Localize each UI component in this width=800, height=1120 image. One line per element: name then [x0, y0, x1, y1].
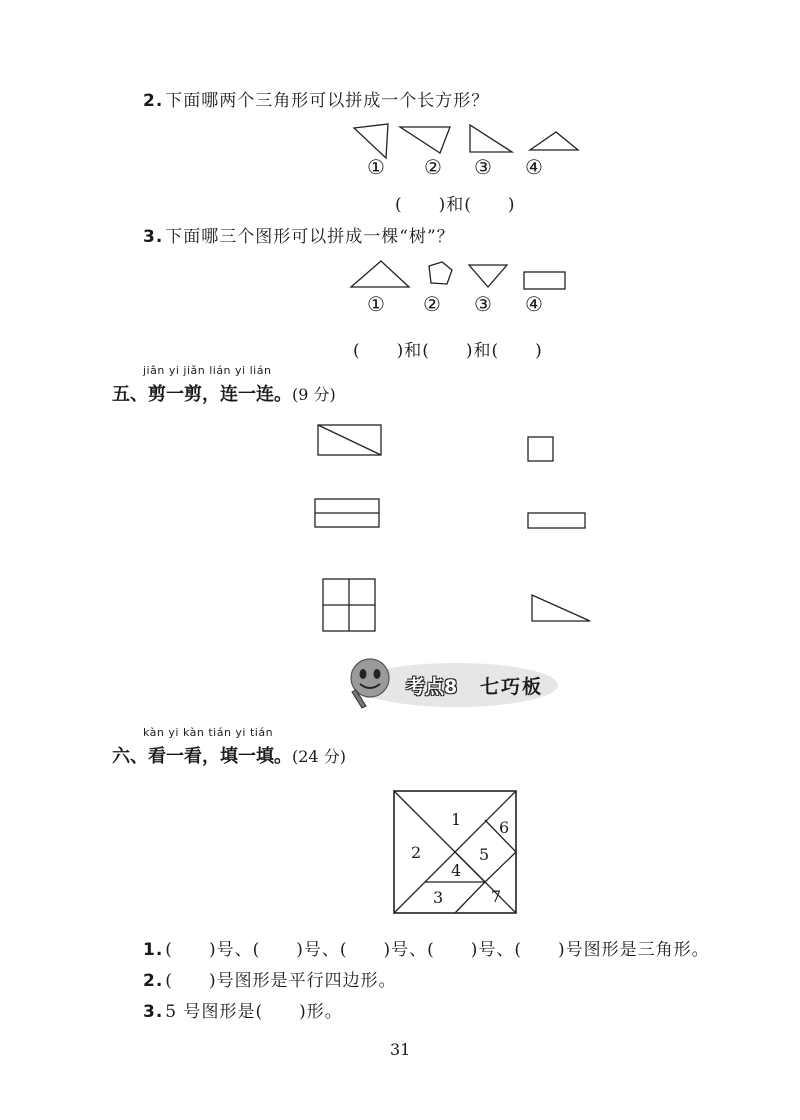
- q2-answer-line: ( )和( ): [395, 195, 516, 215]
- rectangle-horizontal-cut[interactable]: [315, 499, 379, 527]
- question-2-number: 2.: [143, 91, 164, 111]
- inverted-triangle-shape: [469, 265, 507, 287]
- section-5-pinyin: jiǎn yi jiǎn lián yi lián: [143, 364, 272, 377]
- question-3: [143, 222, 455, 247]
- tangram-label-5: 5: [479, 845, 490, 864]
- question-2: [143, 86, 489, 111]
- section-6-score: (24 分): [292, 747, 346, 766]
- section-5-title: 五、剪一剪，连一连。: [112, 384, 292, 405]
- tangram-label-1: 1: [451, 810, 462, 829]
- question-2-text: 下面哪两个三角形可以拼成一个长方形？: [165, 91, 490, 111]
- tangram-label-4: 4: [451, 861, 462, 880]
- cut-and-match-figures: [300, 415, 600, 645]
- triangle-3-shape: [470, 125, 512, 152]
- question-3-number: 3.: [143, 227, 164, 247]
- square-four-cut[interactable]: [323, 579, 375, 631]
- small-square-target[interactable]: [528, 437, 553, 461]
- q3-label-2: ②: [423, 292, 441, 316]
- section-6-question-1: 1. ( )号、( )号、( )号、( )号、( )号图形是三角形。: [143, 940, 710, 960]
- section-5-heading: [112, 380, 336, 406]
- section-6-heading: [112, 742, 346, 768]
- q3-label-4: ④: [525, 292, 543, 316]
- triangle-4-shape: [530, 132, 578, 150]
- section-6-pinyin: kàn yi kàn tián yi tián: [143, 726, 274, 739]
- q2-label-4: ④: [525, 155, 543, 179]
- tree-triangle-shape: [351, 261, 409, 287]
- section-6-question-2: 2. ( )号图形是平行四边形。: [143, 971, 397, 991]
- kaodian-banner: [338, 652, 558, 712]
- thin-rectangle-target[interactable]: [528, 513, 585, 528]
- rectangle-diagonal-cut[interactable]: [318, 425, 381, 455]
- q3-answer-line: ( )和( )和( ): [353, 341, 543, 361]
- tangram-label-6: 6: [499, 818, 510, 837]
- q2-label-1: ①: [367, 155, 385, 179]
- triangle-2-shape: [400, 127, 450, 153]
- q3-label-1: ①: [367, 292, 385, 316]
- question-3-text: 下面哪三个图形可以拼成一棵“树”？: [165, 227, 455, 247]
- q2-label-2: ②: [424, 155, 442, 179]
- tangram-figure: [393, 790, 517, 914]
- section-6-question-3: 3. 5 号图形是( )形。: [143, 1002, 343, 1022]
- tangram-label-3: 3: [433, 888, 444, 907]
- q3-label-3: ③: [474, 292, 492, 316]
- page-number: 31: [390, 1040, 411, 1059]
- tangram-label-7: 7: [491, 887, 502, 906]
- section-5-score: (9 分): [292, 385, 336, 404]
- right-triangle-target[interactable]: [532, 595, 590, 621]
- pentagon-shape: [429, 262, 452, 284]
- tangram-label-2: 2: [411, 843, 422, 862]
- section-6-title: 六、看一看，填一填。: [112, 746, 292, 767]
- q2-label-3: ③: [474, 155, 492, 179]
- kaodian-title: 七巧板: [480, 676, 544, 698]
- kaodian-badge: 考点8: [406, 676, 458, 698]
- triangle-1-shape: [354, 124, 388, 158]
- rectangle-shape: [524, 272, 565, 289]
